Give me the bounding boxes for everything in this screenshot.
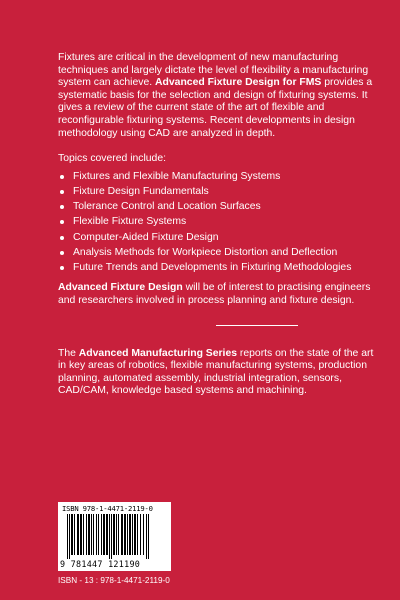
intro-paragraph [58,52,380,140]
bullet-icon [60,220,64,224]
closing-paragraph [58,282,380,307]
barcode-bar [74,514,75,555]
topic-label: Fixtures and Flexible Manufacturing Systems [73,170,281,182]
topic-item [58,201,380,214]
topic-item [58,186,380,199]
bullet-icon [60,251,64,255]
topic-label: Fixture Design Fundamentals [73,185,209,197]
topic-label: Tolerance Control and Location Surfaces [73,201,261,213]
barcode-bar [83,514,84,555]
series-text-2: reports on the state of the art in key areas of robotics, flexible manufacturing systems, production planning, automated assembly, industrial integration, sensors, CAD/CAM, knowledge based systems and machining. [58,347,374,397]
barcode-bar [103,514,105,555]
barcode-digits: 9 781447 121190 [60,559,141,569]
closing-book-title: Advanced Fixture Design [58,282,183,294]
closing-text: will be of interest to practising engineers and researchers involved in process planning and fixture design. [58,282,371,307]
bullet-icon [60,236,64,240]
bullet-icon [60,205,64,209]
barcode-bar [98,514,99,555]
barcode-bar [91,514,92,555]
barcode-bar [134,514,136,555]
topic-item [58,232,380,245]
barcode-bar [124,514,126,555]
topic-item [58,262,380,275]
barcode-bar [77,514,79,555]
barcode-bar [86,514,87,555]
topic-label: Computer-Aided Fixture Design [73,231,219,243]
divider [216,325,298,326]
barcode-bar [71,514,73,555]
back-cover-text [58,52,380,398]
topic-item [58,216,380,229]
barcode-bar [143,514,144,555]
barcode-bars [67,514,163,559]
barcode-bar [111,514,112,559]
bullet-icon [60,266,64,270]
topics-heading: Topics covered include: [58,153,167,165]
barcode-bar [116,514,117,555]
barcode-bar [93,514,94,555]
barcode-bar [146,514,147,559]
topic-label: Future Trends and Developments in Fixturing Methodologies [73,261,352,273]
intro-text-1: Fixtures are critical in the development of new manufacturing techniques and largely dictate the level of flexibility a manufacturing system can achieve. [58,52,369,89]
barcode-bar [106,514,108,555]
barcode-bar [69,514,70,559]
barcode-bar [113,514,115,555]
series-paragraph [58,348,380,398]
barcode-bar [121,514,123,555]
bullet-icon [60,190,64,194]
barcode-bar [127,514,128,555]
topic-item [58,171,380,184]
barcode-bar [129,514,131,555]
barcode-bar [67,514,68,559]
barcode-bar [140,514,141,555]
isbn-footer: ISBN - 13 : 978-1-4471-2119-0 [58,576,170,585]
barcode-bar [118,514,119,555]
topic-label: Flexible Fixture Systems [73,216,187,228]
barcode [58,502,171,571]
topics-list [58,171,380,275]
bullet-icon [60,175,64,179]
barcode-bar [88,514,90,555]
intro-text-2: provides a systematic basis for the selection and design of fixturing systems. It gives a review of the current state of the art of flexible and reconfigurable fixturing systems. Recent developments in design methodology using CAD are analyzed in depth. [58,77,373,139]
barcode-bar [148,514,149,559]
series-name: Advanced Manufacturing Series [78,347,238,359]
barcode-bar [96,514,97,555]
barcode-bar [132,514,133,555]
topic-label: Analysis Methods for Workpiece Distortion and Deflection [73,246,338,258]
barcode-isbn-label: ISBN 978-1-4471-2119-0 [62,504,153,513]
barcode-bar [137,514,138,555]
series-text-1: The [58,347,79,359]
barcode-bar [80,514,82,555]
topic-item [58,247,380,260]
intro-book-title: Advanced Fixture Design for FMS [155,77,322,89]
barcode-bar [109,514,110,559]
barcode-bar [101,514,102,555]
